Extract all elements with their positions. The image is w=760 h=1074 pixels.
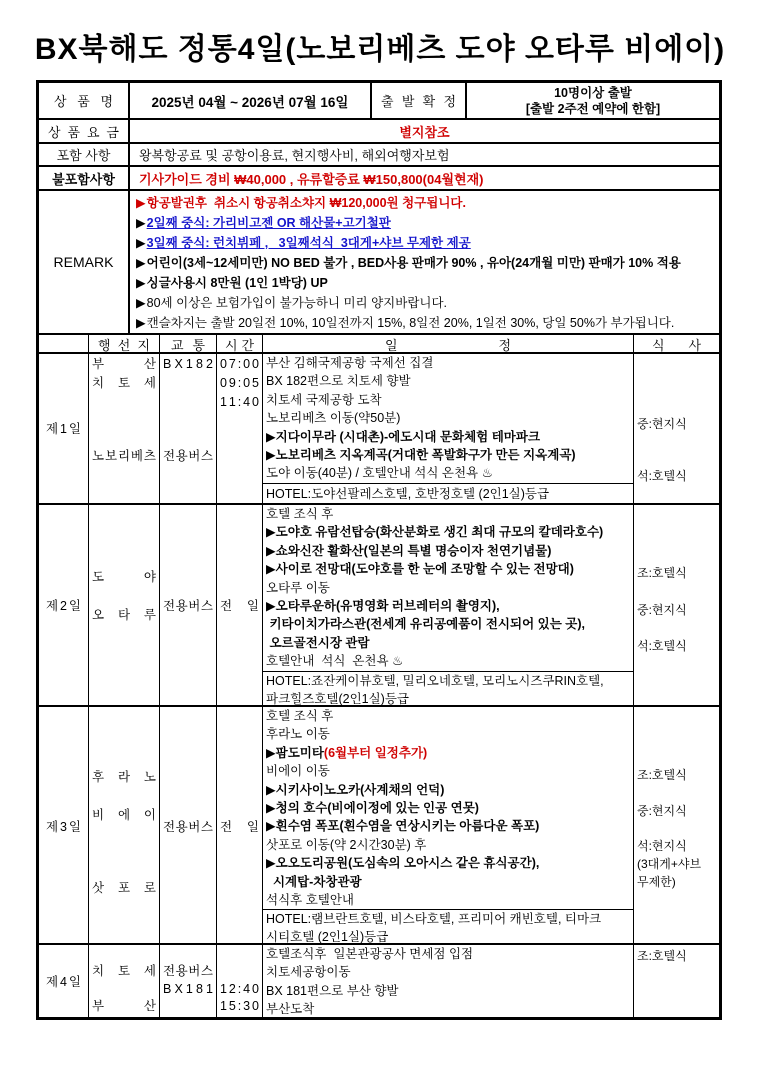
destination-text: 부 산: [92, 357, 156, 371]
remark-body: [130, 191, 719, 333]
destination-text: 후 라 노: [92, 770, 156, 784]
meal-entry: 조:호텔식: [637, 949, 687, 963]
itinerary-line: ▶도야호 유람선탑승(화산분화로 생긴 최대 규모의 칼데라호수): [266, 525, 604, 540]
arrow-bullet-icon: ▶: [136, 316, 146, 330]
meal-entry: 조:호텔식: [637, 566, 687, 580]
meal-entry: 석:현지식: [637, 839, 687, 853]
time-text: 0 7 : 0 0: [220, 357, 259, 371]
itinerary-line: BX 182편으로 치토세 향발: [266, 374, 411, 389]
itinerary-lines: [263, 505, 633, 671]
itinerary-line: 후라노 이동: [266, 727, 330, 742]
day-3-itinerary-cell: [263, 707, 634, 946]
meal-entry: 중:현지식: [637, 417, 687, 431]
hotel-info: [263, 671, 633, 708]
itinerary-line: 호텔안내 석식 온천욕 ♨: [266, 654, 404, 669]
meal-header: 식 사: [652, 338, 701, 353]
itinerary-line: ▶흰수염 폭포(흰수염을 연상시키는 아름다운 폭포): [266, 819, 540, 834]
itinerary-line: ▶사이로 전망대(도야호를 한 눈에 조망할 수 있는 전망대): [266, 562, 574, 577]
itinerary-line: ▶지다이무라 (시대촌)-에도시대 문화체험 테마파크: [266, 429, 541, 444]
itinerary-line: 노보리베츠 이동(약50분): [266, 411, 401, 426]
day-1-destination-cell: [89, 354, 160, 504]
day-3-row: [39, 707, 719, 945]
day-2-itinerary-cell: [263, 505, 634, 708]
day-3-transport-cell: [160, 707, 217, 946]
day-1-label-cell: [39, 354, 89, 504]
price-value: 별지참조: [399, 124, 450, 140]
day-2-label: 제 2 일: [46, 599, 81, 614]
meal-entry: (3대게+샤브: [637, 857, 702, 871]
transport-text: B X 1 8 2: [163, 357, 213, 371]
destination-text: 삿 포 로: [92, 881, 156, 895]
itinerary-line: 오타루 이동: [266, 580, 330, 595]
remark-line: ▶3일째 중식: 런치뷔페 , 3일째석식 3대게+샤브 무제한 제공: [136, 236, 471, 250]
product-name-label: 상 품 명: [39, 83, 130, 118]
day-2-time-cell: [217, 505, 263, 708]
excluded-label: 불포함사항: [39, 167, 130, 189]
itinerary-line: BX 181편으로 부산 향발: [266, 983, 399, 998]
destination-text: 부 산: [92, 999, 156, 1013]
day-2-label-cell: [39, 505, 89, 708]
day-1-time-cell: [217, 354, 263, 504]
itinerary-document: [36, 80, 722, 1020]
itinerary-line: 석식후 호텔안내: [266, 892, 354, 907]
remark-line: ▶2일째 중식: 가리비고젠 OR 해산물+고기철판: [136, 216, 391, 230]
remark-row: [39, 191, 719, 333]
destination-text: 치 토 세: [92, 964, 156, 978]
itinerary-line: 시계탑-차창관광: [266, 874, 362, 889]
itinerary-line: 도야 이동(40분) / 호텔안내 석식 온천욕 ♨: [266, 466, 493, 481]
day-2-destination-cell: [89, 505, 160, 708]
meal-entry: 석:호텔식: [637, 469, 687, 483]
itinerary-line: ▶청의 호수(비에이정에 있는 인공 연못): [266, 800, 479, 815]
remark-line: ▶80세 이상은 보험가입이 불가능하니 미리 양지바랍니다.: [136, 296, 448, 310]
price-label: 상 품 요 금: [39, 120, 130, 142]
day-1-itinerary-cell: [263, 354, 634, 504]
itinerary-lines: [263, 945, 633, 1019]
day-4-label: 제 4 일: [46, 974, 81, 989]
product-period: 2025년 04월 ~ 2026년 07월 16일: [130, 83, 372, 118]
time-header: 시 간: [217, 335, 263, 354]
schedule-added-note: (6월부터 일정추가): [323, 745, 428, 760]
hotel-info: [263, 909, 633, 946]
remark-line: ▶어린이(3세~12세미만) NO BED 불가 , BED사용 판매가 90% , 유아(24개월 미만) 판매가 10% 적용: [136, 256, 681, 270]
hotel-line: HOTEL:도야선팔레스호텔, 호반정호텔 (2인1실)등급: [266, 486, 550, 501]
transport-text: 전 용 버 스: [163, 964, 213, 978]
transport-text: B X 1 8 1: [163, 982, 213, 996]
hotel-info: [263, 483, 633, 504]
day-4-row: [39, 945, 719, 1017]
day-2-meal-cell: [634, 505, 719, 708]
destination-text: 도 야: [92, 570, 156, 584]
meal-entry: 중:현지식: [637, 804, 687, 818]
meal-entry: 석:호텔식: [637, 639, 687, 653]
itinerary-line: ▶오오도리공원(도심속의 오아시스 같은 휴식공간),: [266, 856, 540, 871]
itinerary-line: 부산도착: [266, 1002, 315, 1017]
itinerary-line: ▶팜도미타(6월부터 일정추가): [266, 745, 428, 760]
day-3-label-cell: [39, 707, 89, 946]
arrow-bullet-icon: ▶: [136, 296, 146, 310]
departure-line2: [출발 2주전 예약에 한함]: [525, 101, 661, 116]
destination-header: 행 선 지: [89, 335, 160, 354]
itinerary-lines: [263, 707, 633, 909]
hotel-line: 시티호텔 (2인1실)등급: [266, 930, 389, 945]
meal-entry: 무제한): [637, 875, 676, 889]
meal-entry: 조:호텔식: [637, 768, 687, 782]
day-3-meal-cell: [634, 707, 719, 946]
day-1-meal-cell: [634, 354, 719, 504]
hotel-line: HOTEL:램브란트호텔, 비스타호텔, 프리미어 캐빈호텔, 티마크: [266, 912, 602, 927]
day-4-time-cell: [217, 945, 263, 1019]
included-row: [39, 144, 719, 167]
day-3-label: 제 3 일: [46, 819, 81, 834]
transport-text: 전 용 버 스: [163, 599, 213, 614]
day-3-destination-cell: [89, 707, 160, 946]
remark-line: ▶항공발권후 취소시 항공취소챠지 ₩120,000원 청구됩니다.: [136, 196, 466, 210]
meal-entry: 중:현지식: [637, 603, 687, 617]
itinerary-line: ▶오타루운하(유명영화 러브레터의 촬영지),: [266, 598, 500, 613]
itinerary-line: 오르골전시장 관람: [266, 635, 370, 650]
hotel-line: HOTEL:죠잔케이뷰호텔, 밀리오네호텔, 모리노시즈쿠RIN호텔,: [266, 673, 604, 688]
remark-line: ▶캔슬차지는 출발 20일전 10%, 10일전까지 15%, 8일전 20%, 1일전 30%, 당일 50%가 부가됩니다.: [136, 316, 675, 330]
itinerary-line: ▶노보리베츠 지옥계곡(거대한 폭발화구가 만든 지옥계곡): [266, 447, 576, 462]
itinerary-lines: [263, 354, 633, 483]
itinerary-line: ▶쇼와신잔 활화산(일본의 특별 명승이자 천연기념물): [266, 543, 552, 558]
destination-text: 노 보 리 베 츠: [92, 449, 156, 463]
destination-text: 오 타 루: [92, 608, 156, 622]
hotel-line: 파크힐즈호텔(2인1실)등급: [266, 691, 409, 706]
itinerary-line: 치토세공항이동: [266, 965, 351, 980]
day-3-time-cell: [217, 707, 263, 946]
departure-confirm-value: [467, 83, 719, 118]
remark-line: ▶싱글사용시 8만원 (1인 1박당) UP: [136, 276, 328, 290]
transport-text: 전 용 버 스: [163, 819, 213, 834]
day-4-itinerary-cell: [263, 945, 634, 1019]
arrow-bullet-icon: ▶: [136, 276, 146, 290]
day-2-row: [39, 505, 719, 707]
itinerary-line: 삿포로 이동(약 2시간30분) 후: [266, 837, 427, 852]
day-4-transport-cell: [160, 945, 217, 1019]
itinerary-line: 호텔 조식 후: [266, 709, 334, 723]
time-text: 0 9 : 0 5: [220, 376, 259, 390]
arrow-bullet-icon: ▶: [136, 256, 146, 270]
day-column-header: [39, 335, 89, 354]
remark-label: REMARK: [39, 191, 130, 333]
itinerary-line: 부산 김해국제공항 국제선 집결: [266, 356, 434, 370]
time-text: 1 1 : 4 0: [220, 395, 259, 409]
product-row: [39, 83, 719, 120]
itinerary-line: ▶시키사이노오카(사계채의 언덕): [266, 782, 445, 797]
day-4-meal-cell: [634, 945, 719, 1019]
arrow-bullet-icon: ▶: [136, 216, 146, 230]
itinerary-line: 키타이치가라스관(전세계 유리공예품이 전시되어 있는 곳),: [266, 617, 585, 632]
day-4-destination-cell: [89, 945, 160, 1019]
price-row: [39, 120, 719, 144]
itinerary-line: 호텔조식후 일본관광공사 면세점 입점: [266, 947, 474, 961]
transport-header: 교 통: [160, 335, 217, 354]
departure-confirm-label: 출 발 확 정: [372, 83, 467, 118]
departure-line1: 10명이상 출발: [554, 85, 632, 100]
included-label: 포함 사항: [39, 144, 130, 165]
day-2-transport-cell: [160, 505, 217, 708]
day-1-transport-cell: [160, 354, 217, 504]
destination-text: 비 에 이: [92, 808, 156, 822]
schedule-header-row: [39, 333, 719, 354]
itinerary-line: 치토세 국제공항 도착: [266, 392, 382, 407]
time-text: 1 2 : 4 0: [220, 982, 259, 996]
time-text: 전 일: [220, 599, 259, 614]
time-text: 1 5 : 3 0: [220, 999, 259, 1013]
day-1-row: [39, 354, 719, 505]
arrow-bullet-icon: ▶: [136, 196, 146, 210]
itinerary-header: 일 정: [263, 335, 634, 354]
itinerary-line: 비에이 이동: [266, 764, 330, 779]
page-title: BX북해도 정통4일(노보리베츠 도야 오타루 비에이): [34, 33, 726, 66]
excluded-value: 기사가이드 경비 ₩40,000 , 유류할증료 ₩150,800(04월현재): [139, 171, 484, 187]
excluded-row: [39, 167, 719, 191]
day-1-label: 제 1 일: [46, 421, 81, 436]
arrow-bullet-icon: ▶: [136, 236, 146, 250]
itinerary-line: 호텔 조식 후: [266, 507, 334, 521]
time-text: 전 일: [220, 819, 259, 834]
day-4-label-cell: [39, 945, 89, 1019]
destination-text: 치 토 세: [92, 376, 156, 390]
included-value: 왕복항공료 및 공항이용료, 현지행사비, 해외여행자보험: [139, 148, 450, 163]
transport-text: 전 용 버 스: [163, 449, 213, 463]
